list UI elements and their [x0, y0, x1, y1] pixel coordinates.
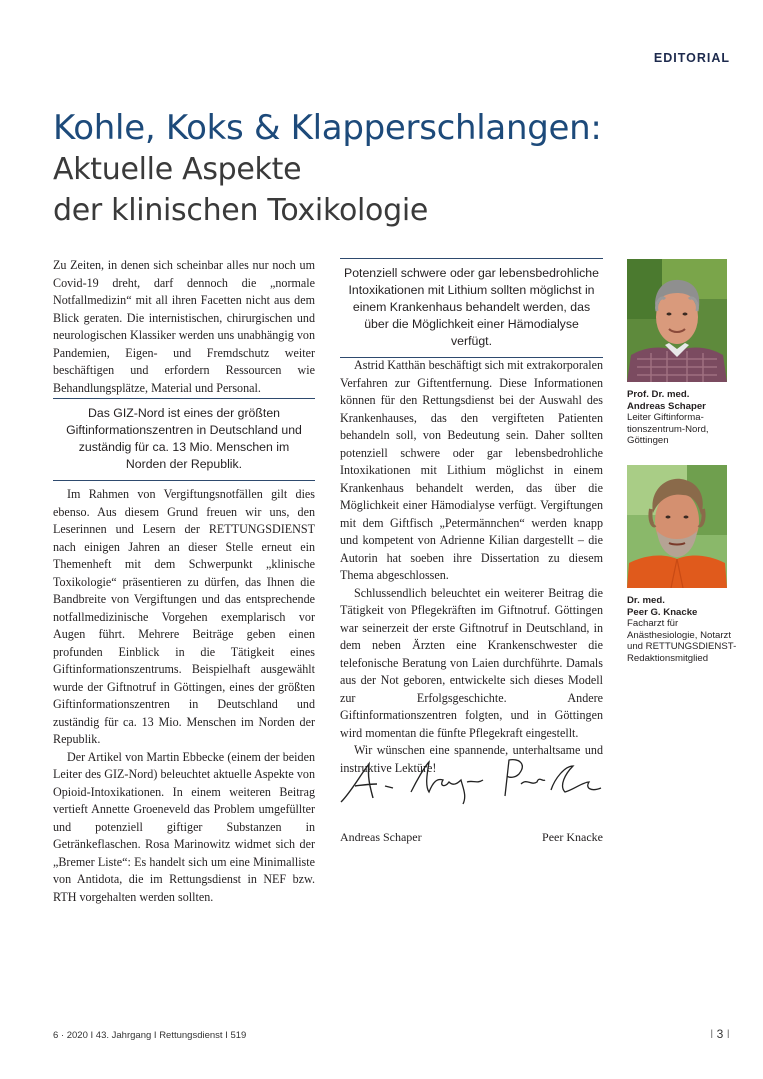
footer-issue: 6 · 2020 — [53, 1030, 88, 1041]
author-role: Facharzt für Anästhesiologie, Notarzt und RETTUNGSDIENST-Redaktionsmitglied — [627, 618, 737, 664]
left-column-intro — [53, 257, 315, 397]
middle-para-3: Wir wünschen eine spannende, unterhaltsame und instruktive Lektüre! — [340, 743, 603, 775]
page-footer — [53, 1030, 246, 1041]
page-number-sep: I — [726, 1027, 730, 1041]
middle-column-body — [340, 357, 603, 777]
title-line-1: Kohle, Koks & Klapperschlangen: — [53, 108, 602, 148]
section-label: EDITORIAL — [653, 51, 730, 65]
author-role: Leiter Giftinforma-tionszentrum-Nord, Göttingen — [627, 412, 709, 446]
left-para-2: Im Rahmen von Vergiftungsnotfällen gilt dies ebenso. Aus diesem Grund freuen wir uns, den Leserinnen und Lesern der RETTUNGSDIENST nach einigen Jahren an dieser Stelle erneut ein Themenheft mit dem Schwerpunkt „klinische Toxikologie“ präsentieren zu dürfen, das Ihnen die Bandbreite von Vergiftungen und das entsprechende notfallmedizinische Vorgehen exemplarisch vor Augen führt. Mehrere Beiträge geben einen profunden Einblick in die Tätigkeit eines Giftinformationszentrums. Beispielhaft ausgewählt wurde der Giftnotruf in Göttingen, eines der größten Giftinformationszentren in Deutschland und zuständig für ca. 13 Mio. Menschen im Norden der Republik. — [53, 487, 315, 746]
author-photo-schaper — [627, 259, 727, 382]
signature-name-left: Andreas Schaper — [340, 830, 422, 844]
title-line-2: Aktuelle Aspekte — [53, 152, 302, 187]
author-title: Prof. Dr. med. — [627, 389, 690, 400]
signature-name-right: Peer Knacke — [542, 830, 603, 844]
page-title — [53, 108, 693, 231]
middle-pullquote: Potenziell schwere oder gar lebensbedrohliche Intoxikationen mit Lithium sollten möglichst in einem Krankenhaus behandelt werden, das über die Möglichkeit einer Hämodialyse verfügt. — [340, 258, 603, 358]
footer-sep: I — [225, 1030, 228, 1041]
author-caption-schaper — [627, 389, 737, 447]
author-name: Andreas Schaper — [627, 400, 706, 412]
title-line-3: der klinischen Toxikologie — [53, 193, 429, 228]
footer-sep: I — [90, 1030, 94, 1041]
left-pullquote: Das GIZ-Nord ist eines der größten Giftinformationszentren in Deutschland und zuständig für ca. 13 Mio. Menschen im Norden der Republik. — [53, 398, 315, 481]
footer-volume: 43. Jahrgang — [95, 1030, 152, 1041]
author-name: Peer G. Knacke — [627, 606, 698, 618]
author-title: Dr. med. — [627, 595, 665, 606]
footer-magazine: Rettungsdienst — [159, 1030, 223, 1041]
page-number: 3 — [716, 1027, 724, 1041]
author-caption-knacke — [627, 595, 737, 664]
page-number-sep: I — [709, 1027, 714, 1041]
footer-sep: I — [153, 1030, 157, 1041]
middle-para-2: Schlussendlich beleuchtet ein weiterer Beitrag die Tätigkeit von Pflegekräften im Giftnotruf. Göttingen war seinerzeit der erste Giftnotruf in Deutschland, in dem neben Ärzten eine Krankenschwester die telefonische Beratung von Laien durchführte. Damals aus der Not geboren, entwickelte sich dieses Modell zur Erfolgsgeschichte. Andere Giftinformationszentren folgten, und in Göttingen wird momentan die fünfte Pflegekraft eingestellt. — [340, 585, 603, 740]
left-column-body — [53, 486, 315, 906]
author-photo-knacke — [627, 465, 727, 588]
middle-para-1: Astrid Katthän beschäftigt sich mit extrakorporalen Verfahren zur Giftentfernung. Diese Informationen können für den Rettungsdienst bei der Auswahl des Krankenhauses, das den vergifteten Patienten behandeln soll, von Bedeutung sein. Daher sollten potenziell schwere oder gar lebensbedrohliche Intoxikationen mit Lithium möglichst in einem Krankenhaus behandelt werden, das über die Möglichkeit einer Hämodialyse verfügt. Vergiftungen mit dem Giftfisch „Petermännchen“ werden knapp und kompetent von Adrienne Kilian dargestellt – die Autorin hat soeben ihre Dissertation zu diesem Thema abgeschlossen. — [340, 358, 603, 582]
handwritten-signatures — [333, 752, 613, 812]
left-para-3: Der Artikel von Martin Ebbecke (einem der beiden Leiter des GIZ-Nord) beleuchtet aktuelle Aspekte von Opioid-Intoxikationen. In einem weiteren Beitrag vertieft Annette Groeneveld das Problem umgefüllter und potenziell giftiger Substanzen in Getränkeflaschen. Rosa Marinowitz widmet sich der „Bremer Liste“: Es handelt sich um eine Minimalliste von Antidota, die im Rettungsdienst in NEF bzw. RTH vorgehalten werden sollten. — [53, 749, 315, 904]
page-number-block — [690, 1027, 730, 1041]
left-para-1: Zu Zeiten, in denen sich scheinbar alles nur noch um Covid-19 dreht, darf dennoch die „normale Notfallmedizin“ mit all ihren Facetten nicht aus dem Blick geraten. Die internistischen, chirurgischen und neurologischen Klassiker werden uns unabhängig von Pandemien, Eigen- und Fremdschutz weiter beschäftigen und erfordern Ressourcen wie Behandlungsplätze, Material und Personal. — [53, 258, 315, 395]
footer-page-ref: 519 — [230, 1030, 247, 1041]
